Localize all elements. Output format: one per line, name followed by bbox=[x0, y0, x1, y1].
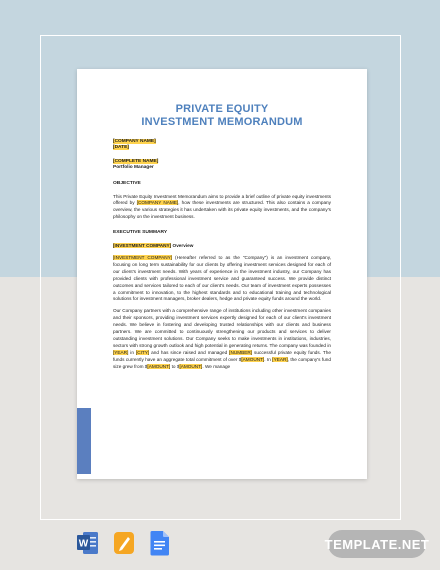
p1-text: (Hereafter referred to as the "Company") is an investment company, focusing on long term sustainability for our clients by offering investment services designed for each of our client's investment needs. With years of experience in the investment industry, our Company has provided clients with professional investment service and guaranteed success. We provide distinct outcomes and services tailored to each of our client's needs. Our team of investment experts possesses a commitment to innovation, to the highest standards and to educational training and technological solutions for investment managers, broker dealers, hedge and private equity funds around the world. bbox=[113, 254, 331, 302]
p2-text-2: and has since raised and managed bbox=[149, 349, 230, 355]
word-icon[interactable] bbox=[77, 530, 99, 556]
objective-text-1: This Private Equity Investment Memorandum aims to provide a brief outline of private equity investments offered by bbox=[113, 193, 331, 206]
svg-text:W: W bbox=[78, 538, 89, 550]
document-page bbox=[77, 69, 367, 479]
title-line-2: INVESTMENT MEMORANDUM bbox=[141, 116, 303, 128]
summary-paragraph-1 bbox=[113, 255, 331, 303]
company-block bbox=[113, 139, 331, 152]
p1-company-placeholder: [INVESTMENT COMPANY] bbox=[113, 254, 173, 260]
p2-text-7: . We manage bbox=[202, 363, 231, 369]
p2-text-in: in bbox=[128, 349, 136, 355]
author-role: Portfolio Manager bbox=[113, 165, 154, 171]
amount-placeholder-3: [AMOUNT] bbox=[179, 363, 203, 369]
amount-placeholder-2: [AMOUNT] bbox=[147, 363, 171, 369]
p2-text-5: , the company's fund size grew from $ bbox=[113, 356, 331, 369]
company-name-placeholder: [COMPANY NAME] bbox=[113, 139, 156, 144]
p2-text-1: Our Company partners with a comprehensive range of institutions including other investment companies and their sponsors, providing investment services expertly designed for each of our client's investment needs. We believe in fostering and developing trusted relationships with our clients and business partners. We are committed to continuously strengthening our products and services to deliver outstanding investment solutions. Our Company seeks to make investments in institutions, industries, sectors with strong growth outlook and high potential in generating returns. The company was founded in bbox=[113, 308, 331, 348]
overview-company-placeholder: [INVESTMENT COMPANY] bbox=[113, 243, 172, 249]
overview-label: Overview bbox=[171, 243, 194, 249]
document-content bbox=[113, 103, 331, 375]
pages-icon[interactable] bbox=[113, 530, 135, 556]
complete-name-placeholder: [COMPLETE NAME] bbox=[113, 158, 159, 164]
executive-summary-heading: EXECUTIVE SUMMARY bbox=[113, 230, 168, 236]
summary-paragraph-2 bbox=[113, 308, 331, 370]
p2-text-6: to $ bbox=[170, 363, 180, 369]
objective-text-2: , how these investments are structured. This also contains a company overview, the various strategies it has undertaken with its private equity investments, and the company's philosophy on the investment business. bbox=[113, 200, 331, 220]
amount-placeholder-1: [AMOUNT] bbox=[241, 356, 265, 362]
p2-text-4: . In bbox=[264, 356, 273, 362]
overview-subheading bbox=[113, 243, 331, 250]
number-placeholder: [NUMBER] bbox=[229, 349, 253, 355]
objective-company-placeholder: [COMPANY NAME] bbox=[136, 200, 179, 206]
city-placeholder: [CITY] bbox=[135, 349, 150, 355]
page-side-tab bbox=[77, 408, 91, 474]
year-placeholder: [YEAR] bbox=[113, 349, 129, 355]
title-line-1: PRIVATE EQUITY bbox=[175, 103, 269, 115]
objective-heading: OBJECTIVE bbox=[113, 180, 141, 186]
document-title bbox=[113, 103, 331, 129]
google-docs-icon[interactable] bbox=[149, 530, 171, 556]
format-icons bbox=[77, 530, 171, 556]
year-placeholder-2: [YEAR] bbox=[272, 356, 288, 362]
date-placeholder: [DATE] bbox=[113, 145, 129, 151]
objective-paragraph bbox=[113, 194, 331, 222]
author-block bbox=[113, 159, 331, 172]
p2-text-3: successful private equity funds. The funds currently have an aggregate total commitment of over $ bbox=[113, 349, 331, 362]
template-net-logo[interactable]: TEMPLATE.NET bbox=[328, 530, 426, 558]
